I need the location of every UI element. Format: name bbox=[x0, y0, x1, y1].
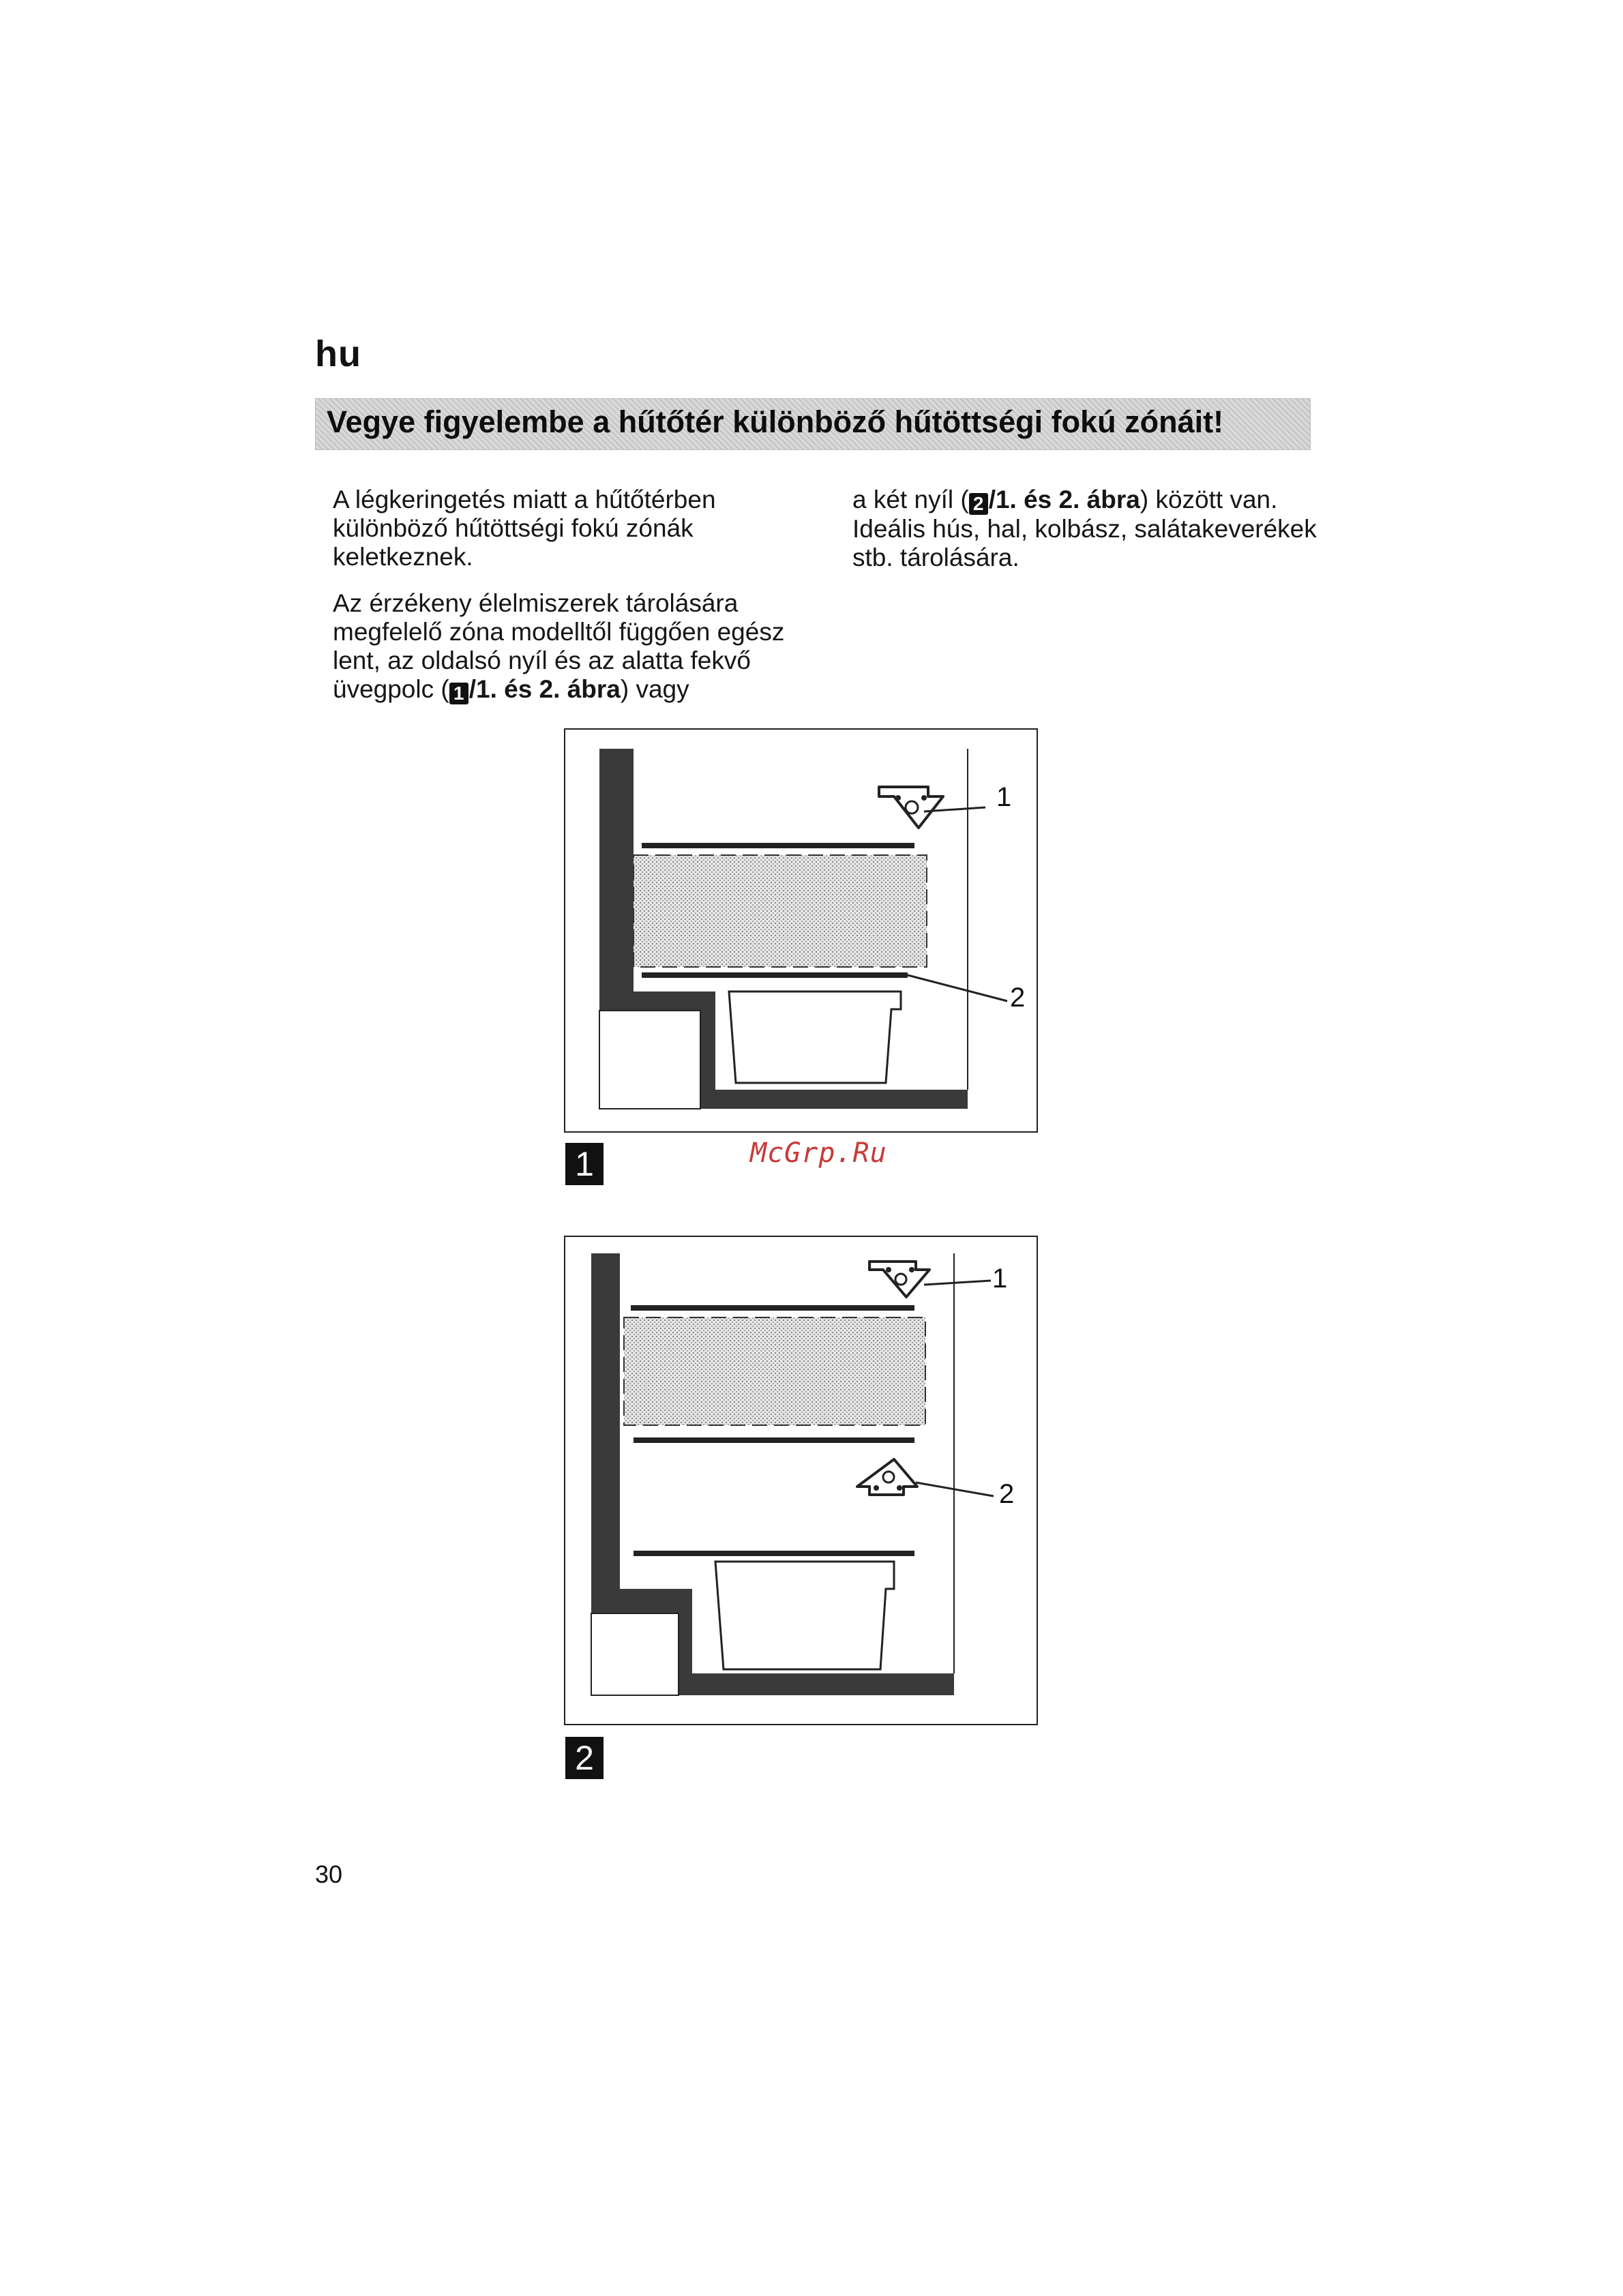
air-arrow-icon bbox=[879, 787, 943, 828]
cold-zone bbox=[634, 855, 927, 967]
vegetable-drawer bbox=[715, 1562, 894, 1669]
vegetable-drawer bbox=[729, 992, 901, 1083]
paragraph-text: Az érzékeny élelmiszerek tárolására megfelelő zóna modelltől függően egész lent, az oldalsó nyíl és az alatta fekvő üvegpolc ( bbox=[333, 589, 785, 703]
leader-line-1 bbox=[924, 1281, 991, 1285]
leader-line-2 bbox=[908, 975, 1007, 1001]
callout-2: 2 bbox=[1010, 983, 1026, 1013]
compressor-compartment bbox=[591, 1613, 679, 1695]
cold-zone bbox=[624, 1317, 925, 1425]
air-arrow-down-icon bbox=[869, 1262, 929, 1297]
figure-ref-text: /1. és 2. ábra bbox=[468, 675, 621, 703]
callout-1: 1 bbox=[992, 1264, 1008, 1294]
section-heading: Vegye figyelembe a hűtőtér különböző hűtöttségi fokú zónáit! bbox=[327, 404, 1224, 439]
lower-glass-shelf bbox=[642, 972, 908, 978]
upper-glass-shelf bbox=[631, 1305, 914, 1311]
figure-ref-badge: 1 bbox=[449, 683, 468, 704]
figure-2-label: 2 bbox=[565, 1737, 604, 1779]
callout-1: 1 bbox=[996, 782, 1012, 812]
watermark: McGrp.Ru bbox=[750, 1137, 887, 1169]
page-number: 30 bbox=[315, 1860, 343, 1888]
lower-glass-shelf bbox=[634, 1551, 914, 1556]
middle-glass-shelf bbox=[634, 1437, 914, 1443]
language-code: hu bbox=[315, 333, 361, 374]
left-text-column bbox=[333, 486, 796, 722]
section-heading-bar bbox=[315, 398, 1311, 450]
paragraph-sensitive-food bbox=[333, 589, 796, 704]
compressor-compartment bbox=[599, 1011, 700, 1109]
paragraph-zone-between-arrows bbox=[852, 486, 1330, 572]
paragraph-text: a két nyíl ( bbox=[852, 486, 969, 513]
callout-2: 2 bbox=[999, 1479, 1015, 1509]
figure-2-svg bbox=[565, 1237, 1039, 1727]
figure-1-label: 1 bbox=[565, 1143, 604, 1185]
paragraph-airflow: A légkeringetés miatt a hűtőtérben különböző hűtöttségi fokú zónák keletkeznek. bbox=[333, 486, 716, 571]
figure-1-diagram bbox=[564, 728, 1038, 1133]
upper-glass-shelf bbox=[642, 843, 914, 848]
figure-2-diagram bbox=[564, 1236, 1038, 1725]
air-arrow-up-icon bbox=[857, 1459, 917, 1495]
paragraph-text: ) vagy bbox=[620, 675, 689, 703]
figure-ref-text: /1. és 2. ábra bbox=[988, 486, 1140, 513]
figure-ref-badge: 2 bbox=[969, 493, 988, 515]
right-text-column bbox=[852, 486, 1330, 590]
paragraph-text: ) között van. Ideális hús, hal, kolbász, salátakeverékek stb. tárolására. bbox=[852, 486, 1317, 571]
figure-1-svg bbox=[565, 730, 1039, 1134]
